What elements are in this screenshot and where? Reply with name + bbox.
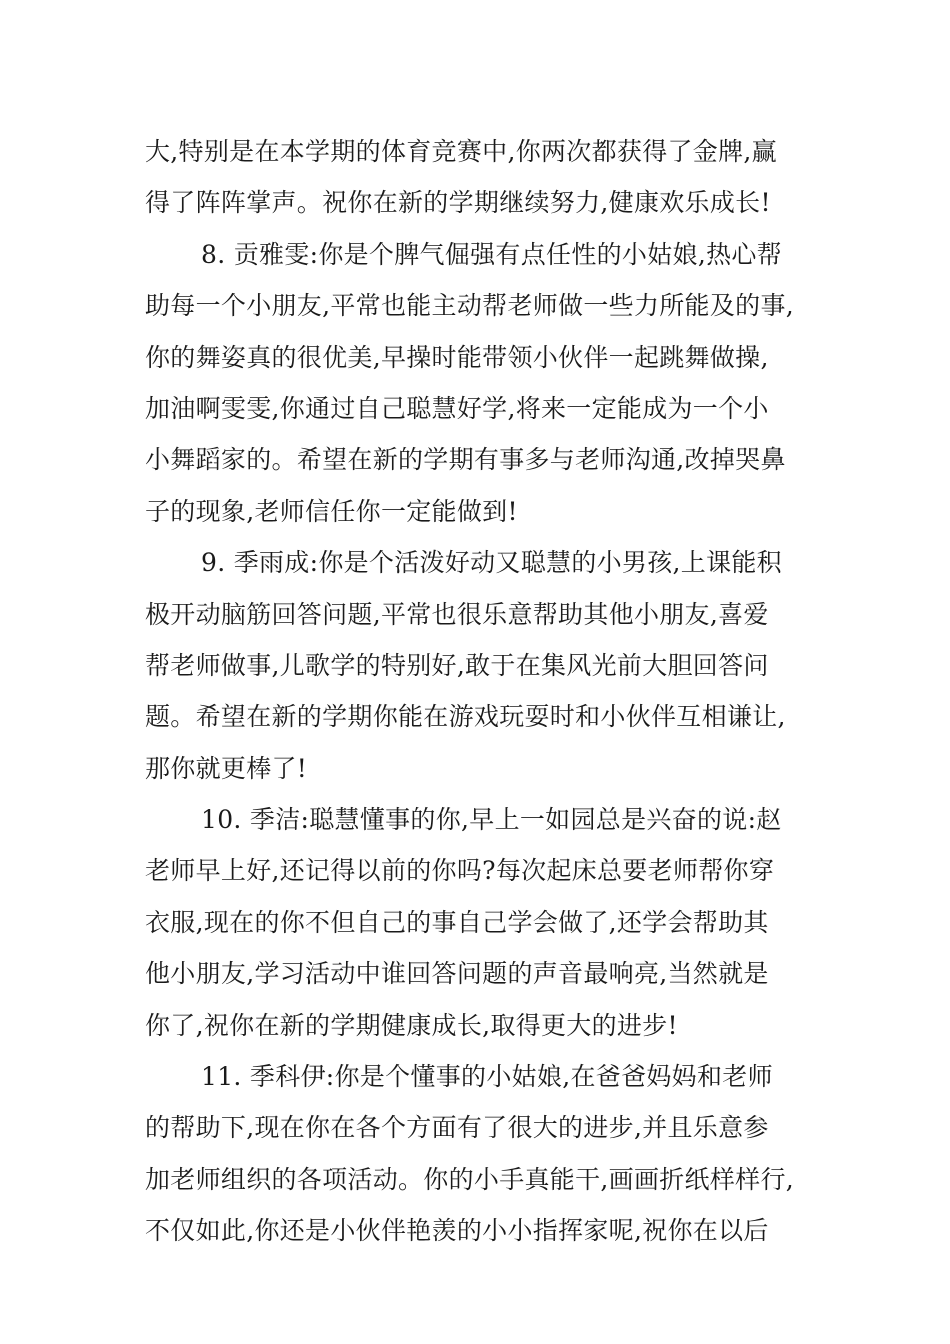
paragraph-start-line: 9. 季雨成:你是个活泼好动又聪慧的小男孩,上课能积	[201, 548, 782, 578]
text-line: 那你就更棒了!	[145, 753, 308, 783]
text-line: 老师早上好,还记得以前的你吗?每次起床总要老师帮你穿	[145, 856, 775, 886]
text-line: 加油啊雯雯,你通过自己聪慧好学,将来一定能成为一个小	[145, 393, 769, 423]
text-line: 得了阵阵掌声。祝你在新的学期继续努力,健康欢乐成长!	[145, 188, 771, 218]
text-line: 助每一个小朋友,平常也能主动帮老师做一些力所能及的事,	[145, 291, 794, 321]
text-line: 极开动脑筋回答问题,平常也很乐意帮助其他小朋友,喜爱	[145, 599, 769, 629]
text-line: 加老师组织的各项活动。你的小手真能干,画画折纸样样行,	[145, 1164, 794, 1194]
text-line: 子的现象,老师信任你一定能做到!	[145, 496, 518, 526]
text-line: 你了,祝你在新的学期健康成长,取得更大的进步!	[145, 1010, 678, 1040]
text-line: 小舞蹈家的。希望在新的学期有事多与老师沟通,改掉哭鼻	[145, 445, 786, 475]
text-line: 你的舞姿真的很优美,早操时能带领小伙伴一起跳舞做操,	[145, 342, 769, 372]
text-line: 题。希望在新的学期你能在游戏玩耍时和小伙伴互相谦让,	[145, 702, 786, 732]
document-body	[145, 126, 815, 1257]
paragraph-start-line: 10. 季洁:聪慧懂事的你,早上一如园总是兴奋的说:赵	[201, 805, 782, 835]
paragraph-start-line: 11. 季科伊:你是个懂事的小姑娘,在爸爸妈妈和老师	[201, 1062, 773, 1092]
text-line: 大,特别是在本学期的体育竞赛中,你两次都获得了金牌,赢	[145, 137, 777, 166]
text-line: 的帮助下,现在你在各个方面有了很大的进步,并且乐意参	[145, 1113, 769, 1143]
paragraph-start-line: 8. 贡雅雯:你是个脾气倔强有点任性的小姑娘,热心帮	[201, 239, 782, 269]
text-line: 帮老师做事,儿歌学的特别好,敢于在集风光前大胆回答问	[145, 650, 769, 680]
text-line: 不仅如此,你还是小伙伴艳羡的小小指挥家呢,祝你在以后	[145, 1216, 769, 1246]
text-line: 他小朋友,学习活动中谁回答问题的声音最响亮,当然就是	[145, 959, 769, 989]
text-line: 衣服,现在的你不但自己的事自己学会做了,还学会帮助其	[145, 907, 769, 937]
